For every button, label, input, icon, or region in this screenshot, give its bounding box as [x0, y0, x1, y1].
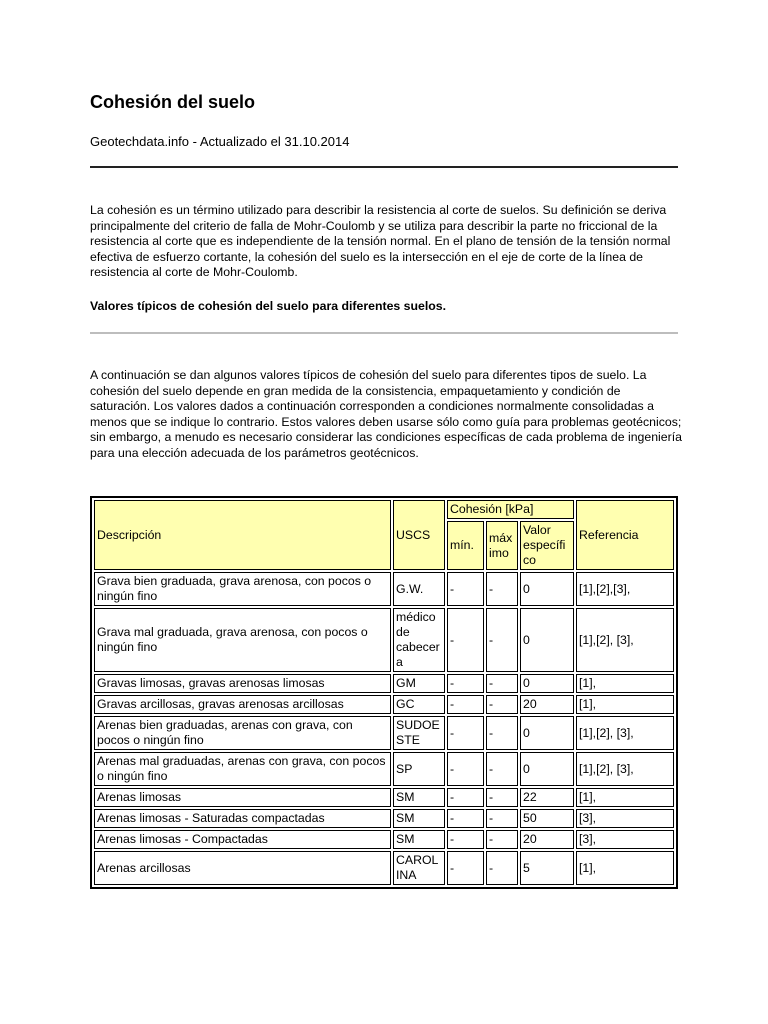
header-reference: Referencia	[576, 500, 674, 570]
cell-description: Gravas limosas, gravas arenosas limosas	[94, 674, 391, 693]
cell-max: -	[486, 851, 518, 885]
cell-uscs: SP	[393, 752, 445, 786]
table-row	[94, 695, 674, 714]
cell-min: -	[447, 809, 484, 828]
header-max: máx imo	[486, 521, 518, 570]
cell-value: 20	[520, 830, 574, 849]
table-row	[94, 830, 674, 849]
header-description: Descripción	[94, 500, 391, 570]
cell-min: -	[447, 608, 484, 672]
cell-min: -	[447, 788, 484, 807]
cell-uscs: SUDOE STE	[393, 716, 445, 750]
cell-value: 0	[520, 716, 574, 750]
cell-reference: [3],	[576, 830, 674, 849]
table-row	[94, 788, 674, 807]
section-heading: Valores típicos de cohesión del suelo para diferentes suelos.	[90, 299, 447, 313]
cell-min: -	[447, 830, 484, 849]
cell-reference: [1],[2],[3],	[576, 572, 674, 606]
cell-value: 20	[520, 695, 574, 714]
cell-min: -	[447, 572, 484, 606]
cell-value: 0	[520, 674, 574, 693]
cell-min: -	[447, 851, 484, 885]
cell-max: -	[486, 674, 518, 693]
cell-description: Grava mal graduada, grava arenosa, con pocos o ningún fino	[94, 608, 391, 672]
cell-value: 0	[520, 752, 574, 786]
header-cohesion: Cohesión [kPa]	[447, 500, 574, 519]
intro-paragraph: La cohesión es un término utilizado para describir la resistencia al corte de suelos. Su definición se deriva principalmente del criterio de falla de Mohr-Coulomb y se utiliza para describir la parte no friccional de la resistencia al corte que es independiente de la tensión normal. En el plano de tensión de la tensión normal efectiva de esfuerzo cortante, la cohesión del suelo es la intersección en el eje de corte de la línea de resistencia al corte de Mohr-Coulomb.	[90, 203, 671, 279]
section-divider	[90, 332, 678, 334]
page-title: Cohesión del suelo	[90, 92, 256, 112]
cell-max: -	[486, 695, 518, 714]
cell-reference: [3],	[576, 809, 674, 828]
cell-description: Grava bien graduada, grava arenosa, con pocos o ningún fino	[94, 572, 391, 606]
cell-reference: [1],	[576, 695, 674, 714]
cell-reference: [1],[2], [3],	[576, 716, 674, 750]
cell-min: -	[447, 716, 484, 750]
cell-value: 0	[520, 608, 574, 672]
cell-value: 0	[520, 572, 574, 606]
cell-min: -	[447, 695, 484, 714]
cell-max: -	[486, 716, 518, 750]
header-value: Valor específi co	[520, 521, 574, 570]
cell-uscs: GC	[393, 695, 445, 714]
cell-uscs: G.W.	[393, 572, 445, 606]
cell-uscs: médico de cabecer a	[393, 608, 445, 672]
cell-reference: [1],[2], [3],	[576, 608, 674, 672]
page-subtitle: Geotechdata.info - Actualizado el 31.10.2014	[90, 134, 350, 149]
cell-max: -	[486, 788, 518, 807]
cell-reference: [1],[2], [3],	[576, 752, 674, 786]
cell-description: Arenas limosas	[94, 788, 391, 807]
cell-description: Gravas arcillosas, gravas arenosas arcillosas	[94, 695, 391, 714]
cell-max: -	[486, 809, 518, 828]
cohesion-table	[90, 496, 678, 889]
cell-description: Arenas bien graduadas, arenas con grava, con pocos o ningún fino	[94, 716, 391, 750]
cell-min: -	[447, 752, 484, 786]
cell-reference: [1],	[576, 851, 674, 885]
table-row	[94, 716, 674, 750]
table-header-row	[94, 500, 674, 519]
cell-max: -	[486, 608, 518, 672]
header-uscs: USCS	[393, 500, 445, 570]
cell-min: -	[447, 674, 484, 693]
cell-max: -	[486, 752, 518, 786]
cell-reference: [1],	[576, 674, 674, 693]
cell-value: 22	[520, 788, 574, 807]
header-min: mín.	[447, 521, 484, 570]
table-row	[94, 851, 674, 885]
table-row	[94, 572, 674, 606]
cell-uscs: SM	[393, 788, 445, 807]
header-divider	[90, 166, 678, 168]
cell-description: Arenas mal graduadas, arenas con grava, con pocos o ningún fino	[94, 752, 391, 786]
cell-uscs: GM	[393, 674, 445, 693]
cell-value: 5	[520, 851, 574, 885]
table-row	[94, 674, 674, 693]
cell-description: Arenas limosas - Compactadas	[94, 830, 391, 849]
cell-description: Arenas limosas - Saturadas compactadas	[94, 809, 391, 828]
cell-max: -	[486, 830, 518, 849]
table-row	[94, 752, 674, 786]
table-row	[94, 608, 674, 672]
cell-max: -	[486, 572, 518, 606]
cell-value: 50	[520, 809, 574, 828]
cell-uscs: CAROL INA	[393, 851, 445, 885]
table-row	[94, 809, 674, 828]
cell-reference: [1],	[576, 788, 674, 807]
cell-uscs: SM	[393, 809, 445, 828]
cell-description: Arenas arcillosas	[94, 851, 391, 885]
section-paragraph: A continuación se dan algunos valores típicos de cohesión del suelo para diferentes tipos de suelo. La cohesión del suelo depende en gran medida de la consistencia, empaquetamiento y condición de saturación. Los valores dados a continuación corresponden a condiciones normalmente consolidadas a menos que se indique lo contrario. Estos valores deben usarse sólo como guía para problemas geotécnicos; sin embargo, a menudo es necesario considerar las condiciones específicas de cada problema de ingeniería para una elección adecuada de los parámetros geotécnicos.	[90, 368, 682, 460]
cell-uscs: SM	[393, 830, 445, 849]
